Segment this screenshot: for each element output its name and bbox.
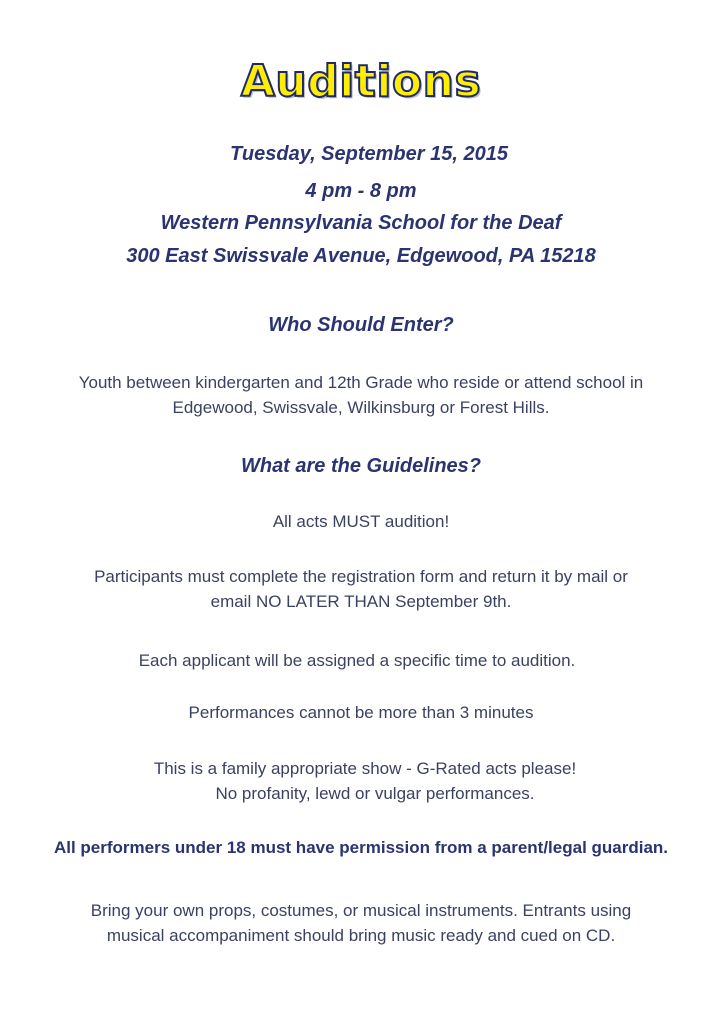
event-time: 4 pm - 8 pm <box>305 180 417 202</box>
event-address: 300 East Swissvale Avenue, Edgewood, PA 15218 <box>126 245 596 267</box>
flyer-title: Auditions <box>240 56 482 107</box>
guidelines-heading: What are the Guidelines? <box>240 455 482 477</box>
audition-rule: All acts MUST audition! <box>272 512 450 531</box>
who-heading: Who Should Enter? <box>268 314 454 336</box>
props-rule-line1: Bring your own props, costumes, or musical instruments. Entrants using <box>90 901 632 920</box>
assigned-time-rule: Each applicant will be assigned a specific time to audition. <box>138 651 576 670</box>
registration-rule-line2: email NO LATER THAN September 9th. <box>210 592 512 611</box>
who-text-line1: Youth between kindergarten and 12th Grade who reside or attend school in <box>78 373 644 392</box>
permission-rule: All performers under 18 must have permission from a parent/legal guardian. <box>53 838 669 857</box>
registration-rule-line1: Participants must complete the registration form and return it by mail or <box>94 567 628 586</box>
duration-rule: Performances cannot be more than 3 minutes <box>188 703 534 722</box>
event-date: Tuesday, September 15, 2015 <box>230 143 508 165</box>
family-rule-line2: No profanity, lewd or vulgar performances. <box>215 784 535 803</box>
who-text-line2: Edgewood, Swissvale, Wilkinsburg or Forest Hills. <box>172 398 550 417</box>
props-rule-line2: musical accompaniment should bring music ready and cued on CD. <box>106 926 616 945</box>
event-venue: Western Pennsylvania School for the Deaf <box>160 212 562 234</box>
family-rule-line1: This is a family appropriate show - G-Rated acts please! <box>153 759 577 778</box>
